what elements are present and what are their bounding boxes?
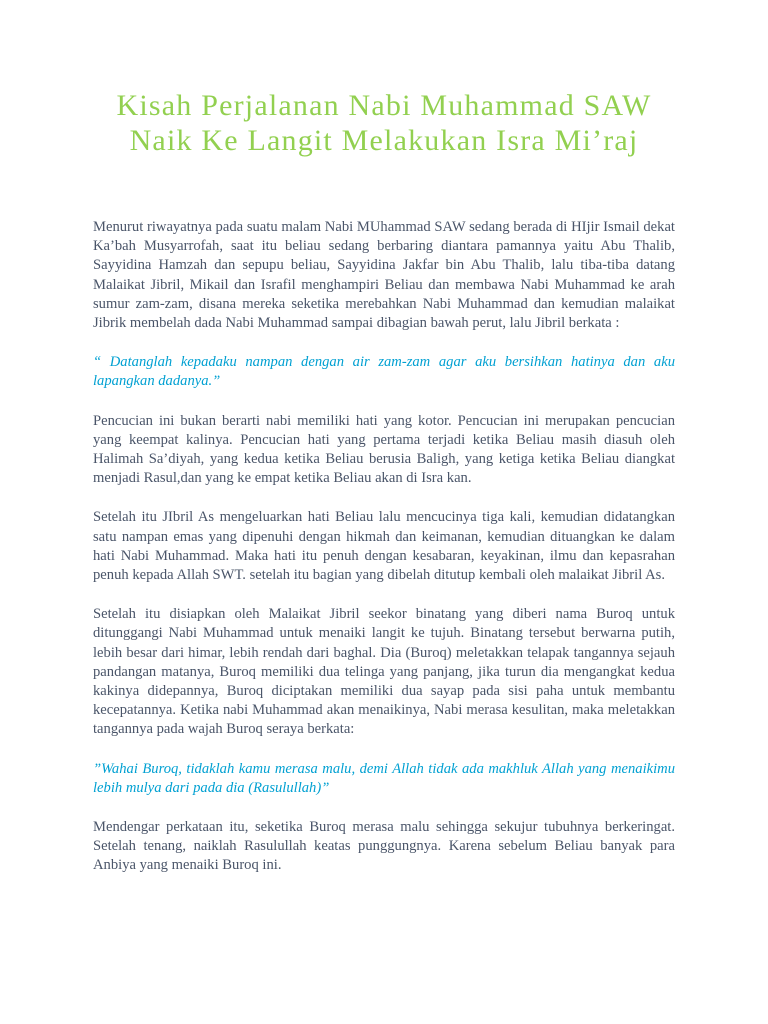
page-title bbox=[80, 88, 688, 158]
paragraph-heart-washing: Setelah itu JIbril As mengeluarkan hati Beliau lalu mencucinya tiga kali, kemudian didatangkan satu nampan emas yang dipenuhi dengan hikmah dan keimanan, kemudian dituangkan ke dalam hati Nabi Muhammad. Maka hati itu penuh dengan kesabaran, keyakinan, ilmu dan kepasrahan penuh kepada Allah SWT. setelah itu bagian yang dibelah ditutup kembali oleh malaikat Jibril As. bbox=[93, 509, 675, 584]
quote-rasulullah: ”Wahai Buroq, tidaklah kamu merasa malu, demi Allah tidak ada makhluk Allah yang menaikimu lebih mulya dari pada dia (Rasulullah)” bbox=[93, 760, 675, 796]
article-body bbox=[93, 218, 675, 876]
paragraph-buroq: Setelah itu disiapkan oleh Malaikat Jibril seekor binatang yang diberi nama Buroq untuk ditunggangi Nabi Muhammad untuk menaiki langit ke tujuh. Binatang tersebut berwarna putih, lebih besar dari himar, lebih rendah dari baghal. Dia (Buroq) meletakkan telapak tangannya sejauh pandangan matanya, Buroq memiliki dua telinga yang panjang, jika turun dia mengangkat kedua kakinya didepannya, Buroq diciptakan memiliki dua sayap pada sisi paha untuk membantu kecepatannya. Ketika nabi Muhammad akan menaikinya, Nabi merasa kesulitan, maka meletakkan tangannya pada wajah Buroq seraya berkata: bbox=[93, 606, 675, 738]
paragraph-ending: Mendengar perkataan itu, seketika Buroq merasa malu sehingga sekujur tubuhnya berkeringat. Setelah tenang, naiklah Rasulullah keatas punggungnya. Karena sebelum Beliau banyak para Anbiya yang menaiki Buroq ini. bbox=[93, 819, 675, 874]
title-line-2: Naik Ke Langit Melakukan Isra Mi’raj bbox=[129, 124, 639, 157]
title-line-1: Kisah Perjalanan Nabi Muhammad SAW bbox=[116, 89, 652, 122]
paragraph-intro: Menurut riwayatnya pada suatu malam Nabi MUhammad SAW sedang berada di HIjir Ismail dekat Ka’bah Musyarrofah, saat itu beliau sedang berbaring diantara pamannya yaitu Abu Thalib, Sayyidina Hamzah dan sepupu beliau, Sayyidina Jakfar bin Abu Thalib, lalu tiba-tiba datang Malaikat Jibril, Mikail dan Israfil menghampiri Beliau dan membawa Nabi Muhammad ke arah sumur zam-zam, disana mereka seketika merebahkan Nabi Muhammad dan kemudian malaikat Jibrik membelah dada Nabi Muhammad sampai dibagian bawah perut, lalu Jibril berkata : bbox=[93, 219, 675, 332]
paragraph-purification: Pencucian ini bukan berarti nabi memiliki hati yang kotor. Pencucian ini merupakan pencucian yang keempat kalinya. Pencucian hati yang pertama terjadi ketika Beliau masih diasuh oleh Halimah Sa’diyah, yang kedua ketika Beliau berusia Baligh, yang ketiga ketika Beliau diangkat menjadi Rasul,dan yang ke empat ketika Beliau akan di Isra kan. bbox=[93, 412, 675, 487]
quote-jibril: “ Datanglah kepadaku nampan dengan air zam-zam agar aku bersihkan hatinya dan aku lapangkan dadanya.” bbox=[93, 354, 675, 390]
